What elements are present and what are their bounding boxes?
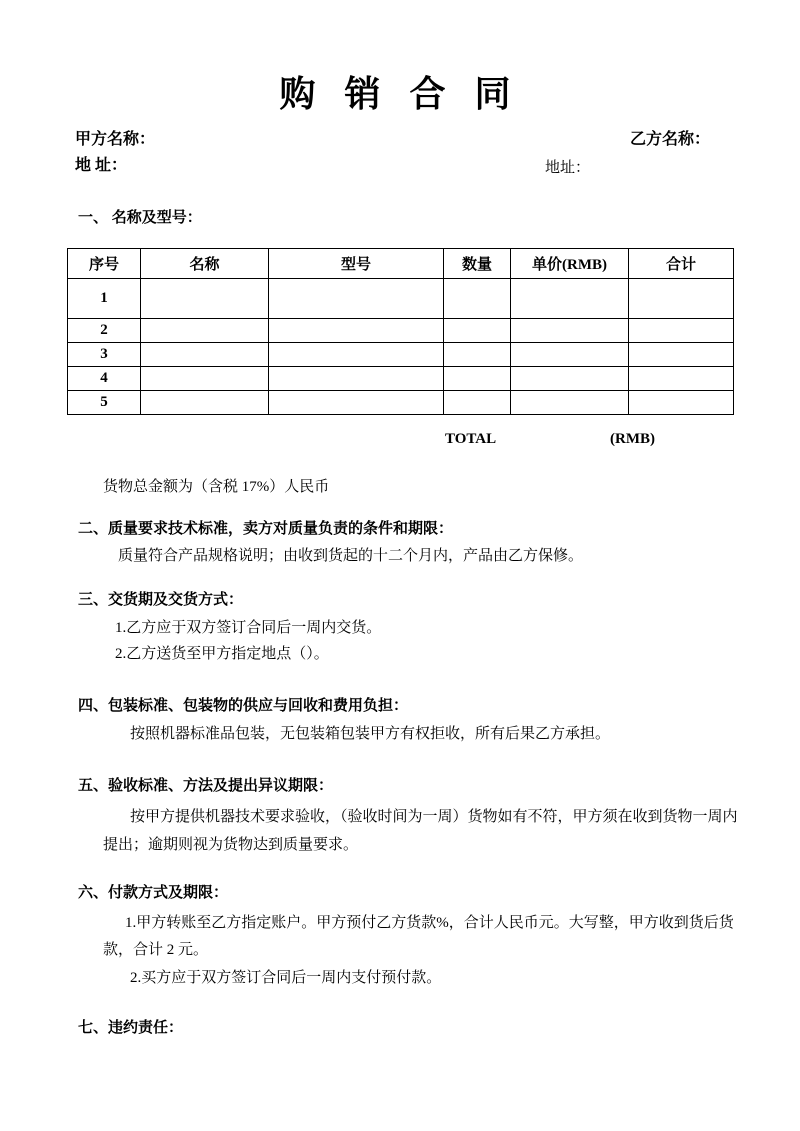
cell-subtotal: [629, 391, 734, 415]
items-table: [67, 248, 734, 415]
cell-seq: 1: [68, 279, 141, 319]
section-delivery: [78, 590, 738, 664]
cell-unit-price: [511, 279, 629, 319]
cell-subtotal: [629, 319, 734, 343]
party-b-address-label: 地址：: [545, 160, 591, 176]
section-quality: [78, 519, 738, 566]
cell-unit-price: [511, 391, 629, 415]
cell-name: [141, 319, 269, 343]
total-row: [67, 431, 800, 451]
section-payment-heading: 六、付款方式及期限：: [78, 885, 229, 901]
cell-model: [269, 279, 444, 319]
cell-qty: [444, 279, 511, 319]
table-row: [68, 391, 734, 415]
cell-seq: 3: [68, 343, 141, 367]
section-breach: [78, 1018, 738, 1038]
section-payment: [78, 883, 738, 988]
cell-seq: 4: [68, 367, 141, 391]
section-breach-heading: 七、违约责任：: [78, 1020, 184, 1036]
section-acceptance: [78, 776, 738, 859]
cell-qty: [444, 391, 511, 415]
col-header-subtotal: 合计: [629, 249, 734, 279]
cell-subtotal: [629, 367, 734, 391]
section-acceptance-line: 按甲方提供机器技术要求验收，（验收时间为一周）货物如有不符，甲方须在收到货物一周内提出；逾期则视为货物达到质量要求。: [103, 809, 738, 853]
section-payment-line-2: 2.买方应于双方签订合同后一周内支付预付款。: [130, 970, 442, 986]
col-header-unit-price: 单价(RMB): [511, 249, 629, 279]
table-header-row: [68, 249, 734, 279]
section-packaging: [78, 696, 738, 744]
cell-model: [269, 367, 444, 391]
cell-subtotal: [629, 343, 734, 367]
col-header-model: 型号: [269, 249, 444, 279]
section-acceptance-heading: 五、验收标准、方法及提出异议期限：: [78, 778, 334, 794]
col-header-seq: 序号: [68, 249, 141, 279]
cell-qty: [444, 343, 511, 367]
table-row: [68, 343, 734, 367]
table-row: [68, 279, 734, 319]
party-a-address-label: 地 址：: [75, 157, 128, 174]
section-packaging-line: 按照机器标准品包装，无包装箱包装甲方有权拒收，所有后果乙方承担。: [130, 726, 611, 742]
cell-qty: [444, 319, 511, 343]
party-a-name-label: 甲方名称：: [75, 131, 156, 148]
total-label: TOTAL: [445, 431, 497, 447]
section-delivery-line-2: 2.乙方送货至甲方指定地点（）。: [115, 646, 329, 662]
section-delivery-heading: 三、交货期及交货方式：: [78, 592, 244, 608]
cell-model: [269, 343, 444, 367]
document-title: 购 销 合 同: [279, 74, 521, 114]
cell-unit-price: [511, 319, 629, 343]
cell-seq: 5: [68, 391, 141, 415]
cell-unit-price: [511, 343, 629, 367]
section-delivery-line-1: 1.乙方应于双方签订合同后一周内交货。: [115, 620, 382, 636]
section-packaging-heading: 四、包装标准、包装物的供应与回收和费用负担：: [78, 698, 409, 714]
party-b-name-label: 乙方名称：: [630, 131, 711, 148]
amount-note: 货物总金额为（含税 17%）人民币: [103, 479, 330, 495]
section-quality-heading: 二、质量要求技术标准，卖方对质量负责的条件和期限：: [78, 521, 454, 537]
cell-subtotal: [629, 279, 734, 319]
total-currency-label: (RMB): [610, 431, 655, 447]
cell-model: [269, 319, 444, 343]
section-1-heading: 一、 名称及型号：: [78, 210, 202, 226]
cell-name: [141, 279, 269, 319]
section-quality-line: 质量符合产品规格说明；由收到货起的十二个月内，产品由乙方保修。: [118, 548, 584, 564]
table-row: [68, 319, 734, 343]
cell-name: [141, 367, 269, 391]
cell-seq: 2: [68, 319, 141, 343]
table-row: [68, 367, 734, 391]
section-payment-line-1: 1.甲方转账至乙方指定账户。甲方预付乙方货款%，合计人民币元。大写整，甲方收到货后货款，合计 2 元。: [103, 915, 734, 958]
cell-name: [141, 343, 269, 367]
party-address-row: [75, 154, 740, 178]
cell-model: [269, 391, 444, 415]
col-header-qty: 数量: [444, 249, 511, 279]
party-name-row: [75, 128, 740, 152]
cell-qty: [444, 367, 511, 391]
col-header-name: 名称: [141, 249, 269, 279]
cell-name: [141, 391, 269, 415]
cell-unit-price: [511, 367, 629, 391]
